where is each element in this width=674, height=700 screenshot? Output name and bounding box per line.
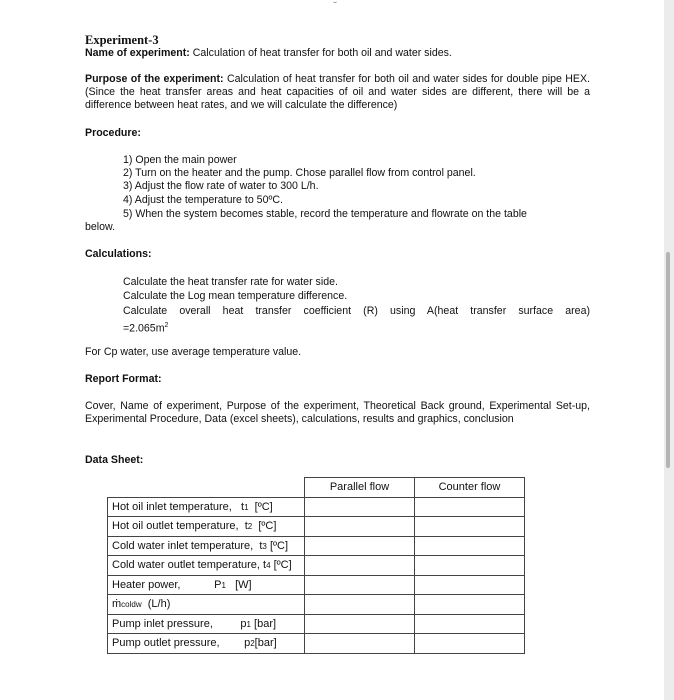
procedure-tail: below. [85, 221, 116, 233]
row-label [108, 556, 305, 576]
col-counter-flow: Counter flow [415, 478, 525, 498]
counter-value-cell[interactable] [415, 575, 525, 595]
counter-value-cell[interactable] [415, 634, 525, 654]
counter-value-cell[interactable] [415, 497, 525, 517]
row-symbol: t [263, 559, 267, 572]
experiment-title: Experiment-3 [85, 33, 159, 47]
row-subscript: 2 [250, 639, 255, 649]
row-unit: [ºC] [254, 500, 273, 513]
area-value-text: =2.065m [123, 322, 165, 335]
row-label-text: Cold water outlet temperature, [112, 559, 260, 572]
counter-value-cell[interactable] [415, 556, 525, 576]
row-subscript: 3 [262, 541, 267, 551]
procedure-step: 1) Open the main power [123, 154, 237, 166]
parallel-value-cell[interactable] [305, 536, 415, 556]
calculation-item: Calculate the heat transfer rate for water side. [123, 276, 338, 288]
calculation-item: Calculate the Log mean temperature difference. [123, 290, 348, 302]
mass-flow-symbol: ṁ [112, 598, 122, 611]
row-label-text: Pump outlet pressure, [112, 637, 220, 650]
parallel-value-cell[interactable] [305, 497, 415, 517]
procedure-step: 5) When the system becomes stable, record the temperature and flowrate on the table [123, 208, 527, 220]
row-symbol: t [241, 500, 245, 513]
report-heading: Report Format: [85, 373, 162, 385]
row-label-text: Cold water inlet temperature, [112, 539, 254, 552]
row-symbol: t [244, 520, 248, 533]
row-label-text: Heater power, [112, 578, 181, 591]
table-header-row [108, 478, 525, 498]
row-subscript: 1 [246, 619, 251, 629]
row-unit: [W] [235, 578, 252, 591]
table-row [108, 517, 525, 537]
table-row [108, 614, 525, 634]
purpose-label: Purpose of the experiment: [85, 73, 224, 85]
table-row [108, 634, 525, 654]
table-row [108, 575, 525, 595]
parallel-value-cell[interactable] [305, 575, 415, 595]
counter-value-cell[interactable] [415, 536, 525, 556]
parallel-value-cell[interactable] [305, 595, 415, 615]
area-exponent: 2 [164, 322, 169, 329]
procedure-step: 2) Turn on the heater and the pump. Chose parallel flow from control panel. [123, 167, 476, 179]
row-subscript: 2 [247, 522, 253, 532]
row-subscript: 4 [266, 561, 271, 571]
row-label-text: Hot oil outlet temperature, [112, 520, 239, 533]
data-sheet-table [107, 477, 525, 654]
area-value [123, 319, 168, 336]
purpose-text: Calculation of heat transfer for both oil and water sides for double pipe HEX. (Since the heat transfer areas and heat capacities of oil and water sides are different, there will be a difference between heat rates, and we will calculate the difference) [85, 73, 590, 111]
procedure-step: 4) Adjust the temperature to 50ºC. [123, 194, 283, 206]
procedure-step: 3) Adjust the flow rate of water to 300 L/h. [123, 180, 319, 192]
row-label [108, 575, 305, 595]
row-label [108, 595, 305, 615]
cp-note: For Cp water, use average temperature value. [85, 346, 302, 358]
parallel-value-cell[interactable] [305, 556, 415, 576]
row-label [108, 614, 305, 634]
row-symbol: p [240, 617, 247, 630]
row-symbol: P [214, 578, 222, 591]
name-label: Name of experiment: [85, 47, 190, 59]
purpose-paragraph [85, 73, 590, 112]
row-label [108, 517, 305, 537]
row-label-text: Pump inlet pressure, [112, 617, 213, 630]
col-parallel-flow: Parallel flow [305, 478, 415, 498]
procedure-heading: Procedure: [85, 127, 141, 139]
row-subscript: coldw [121, 600, 142, 610]
row-subscript: 1 [244, 502, 249, 512]
vertical-scrollbar[interactable] [666, 252, 670, 468]
page-top-mark [333, 0, 337, 3]
blank-corner-cell [108, 478, 305, 498]
row-subscript: 1 [221, 580, 226, 590]
row-unit: [bar] [254, 637, 277, 650]
row-symbol: t [259, 539, 263, 552]
counter-value-cell[interactable] [415, 517, 525, 537]
parallel-value-cell[interactable] [305, 634, 415, 654]
table-row [108, 556, 525, 576]
row-unit: [bar] [254, 617, 277, 630]
table-row [108, 497, 525, 517]
row-symbol: p [244, 637, 251, 650]
row-unit: [ºC] [269, 539, 289, 552]
row-label [108, 634, 305, 654]
row-label [108, 497, 305, 517]
row-unit: (L/h) [147, 598, 171, 611]
table-row [108, 536, 525, 556]
experiment-name [85, 47, 452, 60]
row-unit: [ºC] [258, 520, 277, 533]
calculations-heading: Calculations: [85, 248, 152, 260]
datasheet-heading: Data Sheet: [85, 454, 144, 466]
parallel-value-cell[interactable] [305, 614, 415, 634]
calculation-item: Calculate overall heat transfer coefficient (R) using A(heat transfer surface area) [123, 305, 590, 317]
name-text: Calculation of heat transfer for both oil and water sides. [192, 47, 452, 59]
table-row [108, 595, 525, 615]
row-label-text: Hot oil inlet temperature, [112, 500, 232, 513]
row-unit: [ºC] [273, 559, 292, 572]
counter-value-cell[interactable] [415, 614, 525, 634]
parallel-value-cell[interactable] [305, 517, 415, 537]
report-text: Cover, Name of experiment, Purpose of the experiment, Theoretical Back ground, Experimental Set-up, Experimental Procedure, Data (excel sheets), calculations, results and graphics, conclusion [85, 400, 590, 425]
counter-value-cell[interactable] [415, 595, 525, 615]
row-label [108, 536, 305, 556]
